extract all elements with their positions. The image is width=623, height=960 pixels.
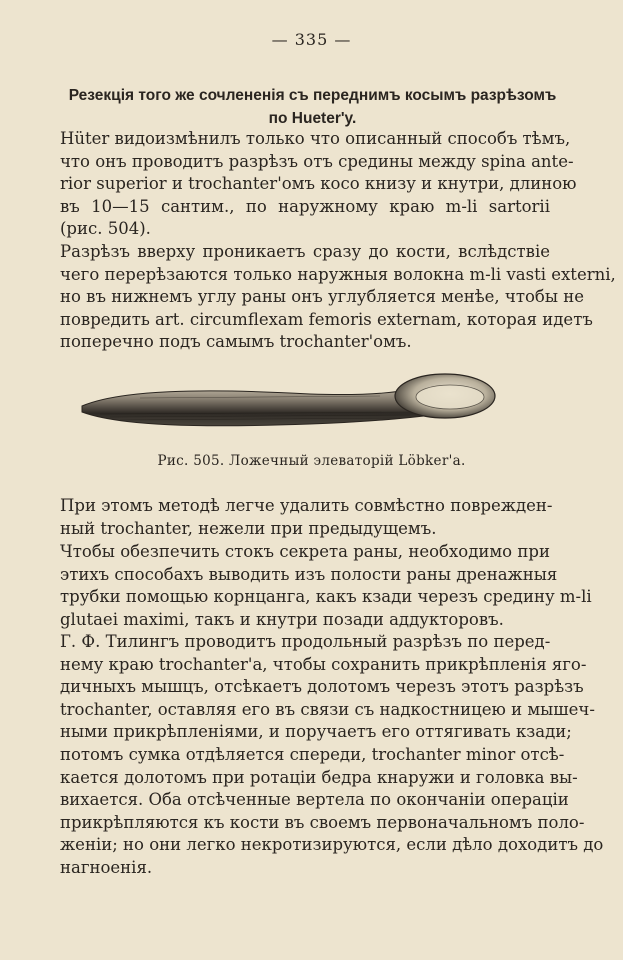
- text-line: вихается. Оба отсѣченные вертела по окончаніи операціи: [60, 790, 569, 810]
- text-line: нему краю trochanter'а, чтобы сохранить прикрѣпленія яго-: [60, 654, 587, 674]
- text-line: ными прикрѣпленіями, и поручаетъ его оттягивать кзади;: [60, 722, 572, 742]
- figure-caption: Рис. 505. Ложечный элеваторій Löbker'a.: [157, 453, 466, 469]
- text-line: trochanter, оставляя его въ связи съ надкостницею и мышеч-: [60, 699, 595, 719]
- text-line: но въ нижнемъ углу раны онъ углубляется менѣе, чтобы не: [60, 287, 584, 307]
- paragraph-drainage: [60, 541, 592, 631]
- page-number: — 335 —: [271, 30, 352, 49]
- text-line: этихъ способахъ выводить изъ полости раны дренажныя: [60, 564, 558, 584]
- text-line: въ 10—15 сантим., по наружному краю m-li sartorii: [60, 196, 550, 216]
- text-line: При этомъ методѣ легче удалить совмѣстно поврежден-: [60, 496, 553, 515]
- section-heading: [60, 84, 565, 130]
- heading-line: Резекція того же сочлененія съ переднимъ косымъ разрѣзомъ: [68, 87, 557, 104]
- paragraph-method-advantage: [60, 495, 553, 540]
- text-line: поперечно подъ самымъ trochanter'омъ.: [60, 332, 412, 352]
- text-line: женіи; но они легко некротизируются, если дѣло доходитъ до: [60, 835, 604, 855]
- text-line: Разрѣзъ вверху проникаетъ сразу до кости, вслѣдствіе: [60, 242, 550, 261]
- text-line: дичныхъ мышцъ, отсѣкаетъ долотомъ черезъ этотъ разрѣзъ: [60, 677, 584, 697]
- text-line: glutaei maximi, такъ и кнутри позади аддукторовъ.: [60, 609, 504, 629]
- spoon-elevator-illustration: [80, 368, 500, 448]
- text-line: ный trochanter, нежели при предыдущемъ.: [60, 518, 437, 538]
- text-line: Чтобы обезпечить стокъ секрета раны, необходимо при: [60, 542, 550, 561]
- text-line: что онъ проводитъ разрѣзъ отъ средины между spina ante-: [60, 151, 574, 171]
- text-line: Г. Ф. Тилингъ проводитъ продольный разрѣзъ по перед-: [60, 632, 551, 651]
- text-line: кается долотомъ при ротаціи бедра кнаружи и головка вы-: [60, 767, 578, 787]
- paragraph-hueter-method: [60, 128, 577, 241]
- paragraph-tiling-method: [60, 631, 604, 880]
- heading-line: по Hueter'y.: [268, 110, 357, 127]
- text-line: Hüter видоизмѣнилъ только что описанный способъ тѣмъ,: [60, 129, 571, 148]
- text-line: повредить art. circumflexam femoris externam, которая идетъ: [60, 309, 593, 329]
- text-line: нагноенія.: [60, 857, 153, 877]
- text-line: прикрѣпляются къ кости въ своемъ первоначальномъ поло-: [60, 812, 585, 832]
- paragraph-incision: [60, 241, 616, 354]
- text-line: чего перерѣзаются только наружныя волокна m-li vasti externi,: [60, 264, 616, 284]
- text-line: трубки помощью корнцанга, какъ кзади черезъ средину m-li: [60, 587, 592, 607]
- text-line: потомъ сумка отдѣляется спереди, trochanter minor отсѣ-: [60, 744, 565, 764]
- text-line: (рис. 504).: [60, 219, 151, 239]
- text-line: rior superior и trochanter'омъ косо книзу и кнутри, длиною: [60, 174, 577, 194]
